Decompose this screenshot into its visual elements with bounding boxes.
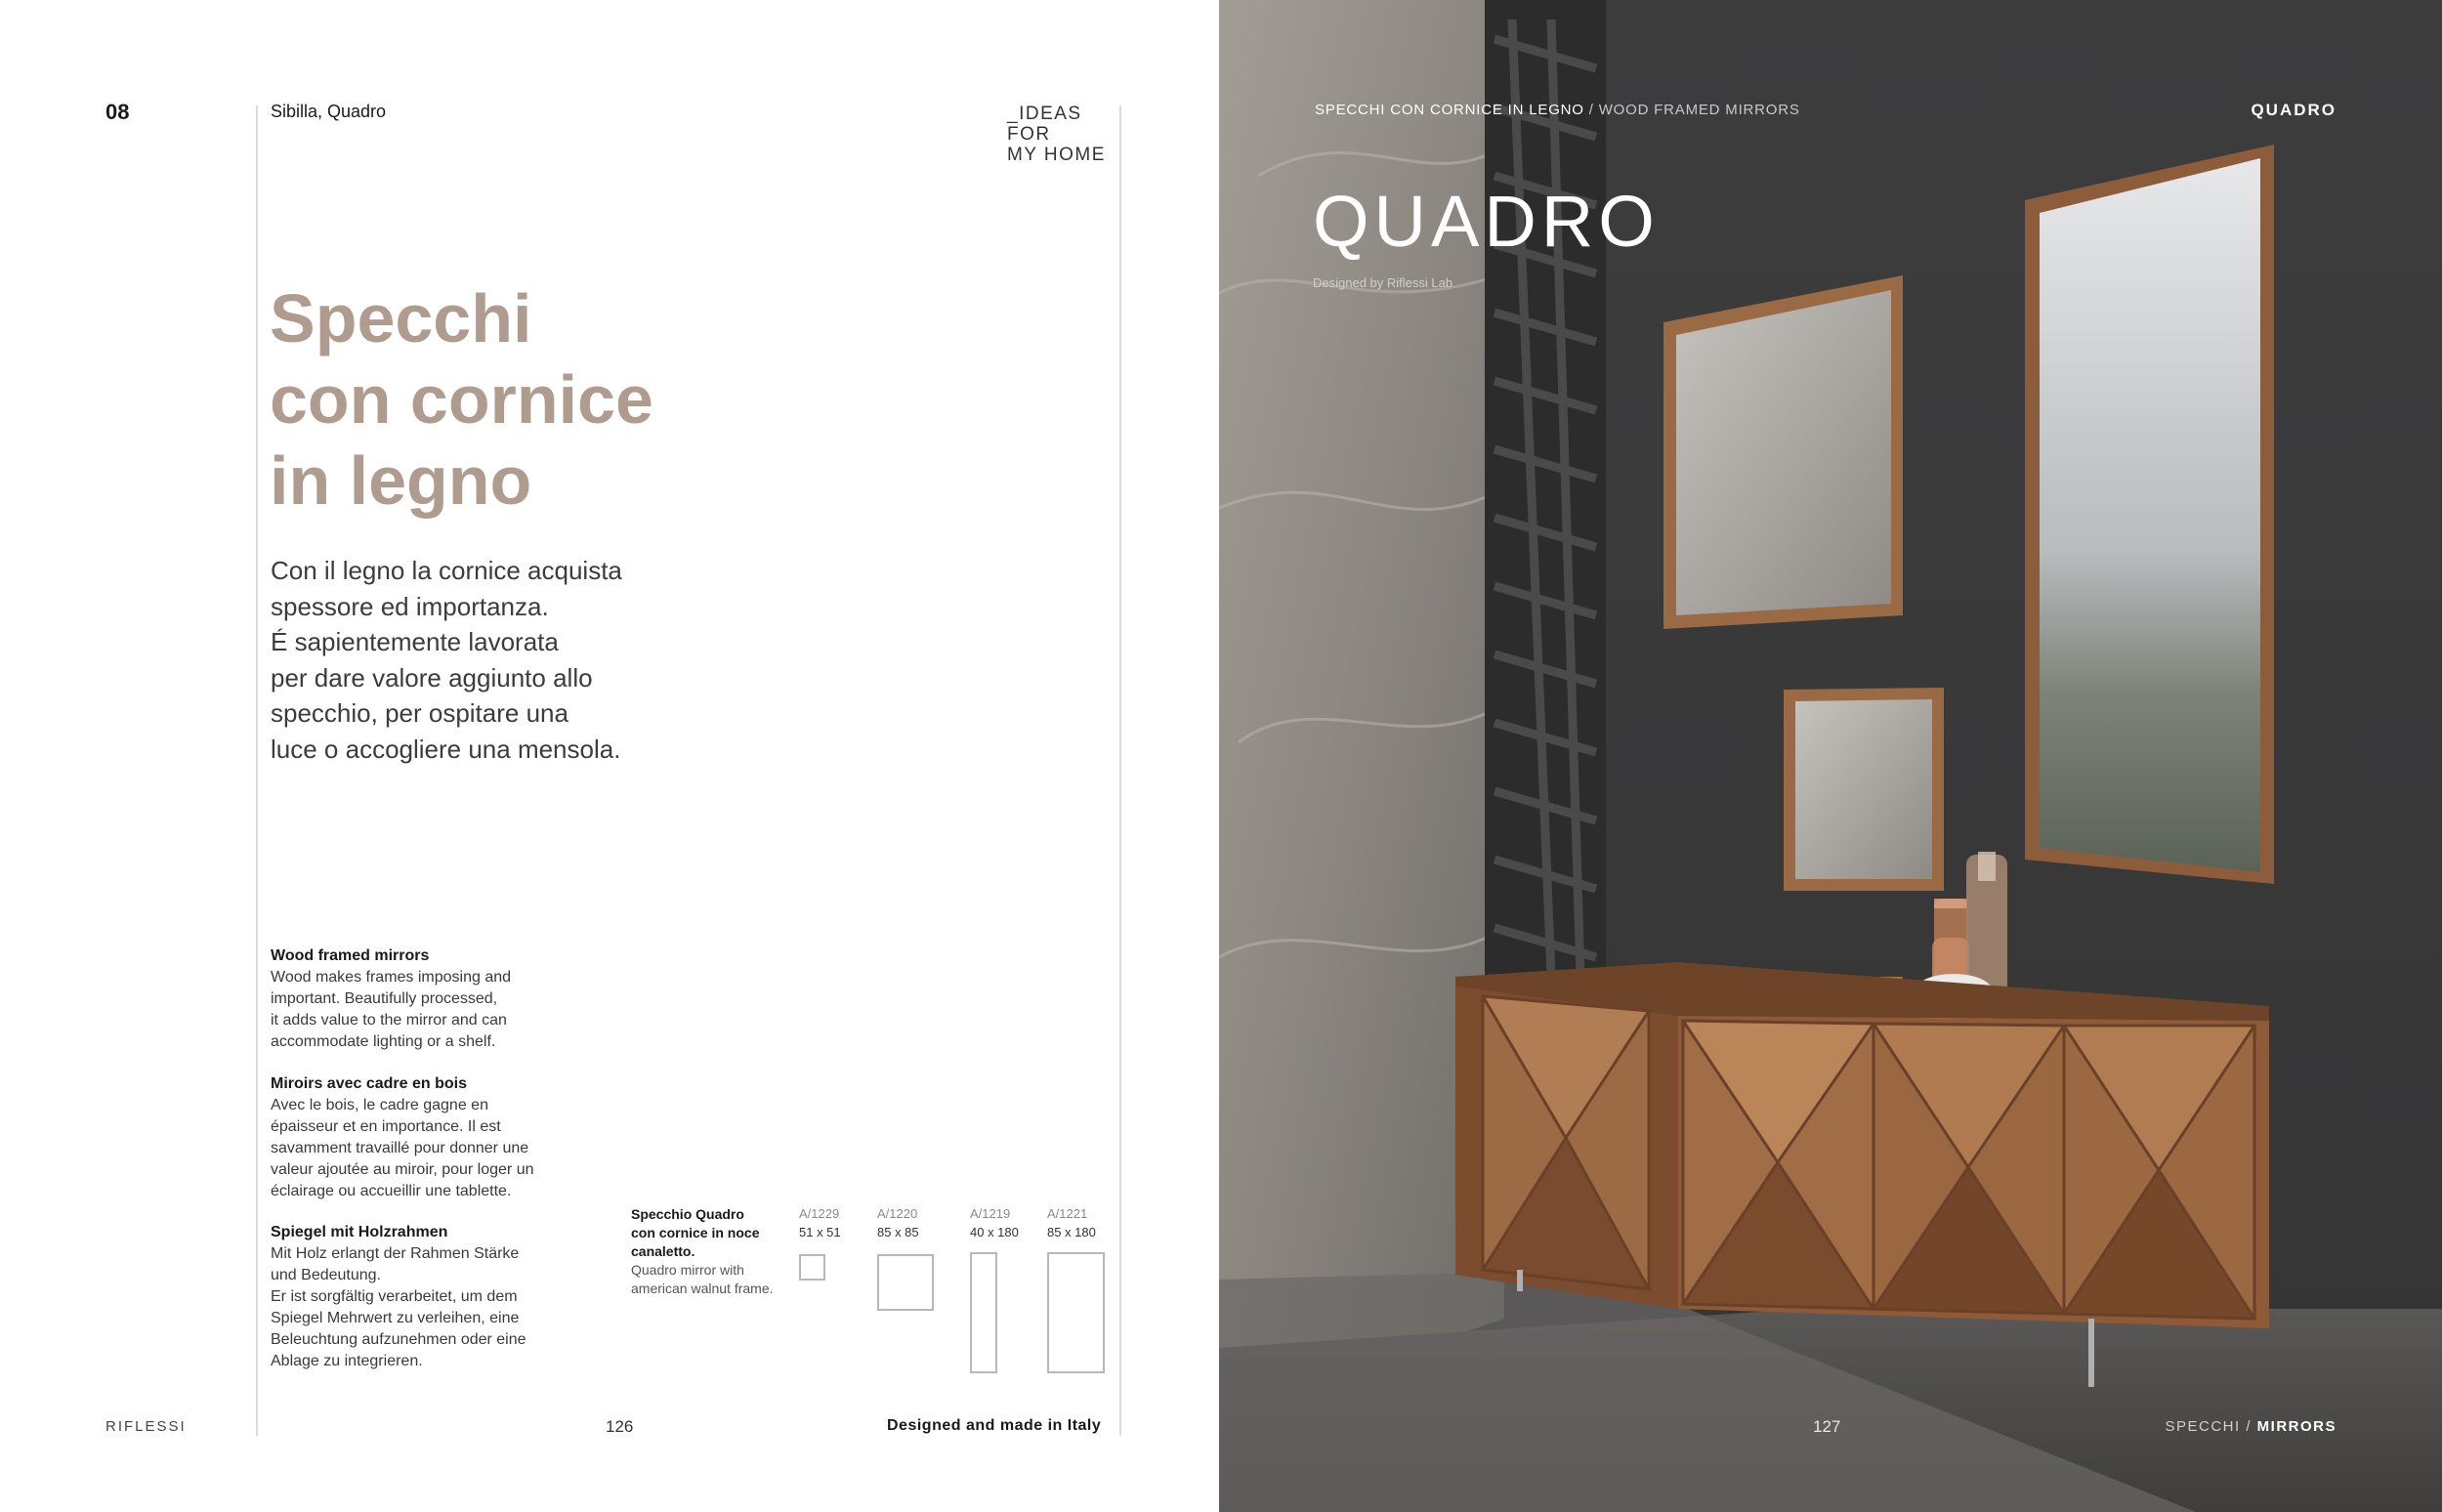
product-english-line: Quadro mirror with	[631, 1262, 744, 1278]
translation-line: Wood makes frames imposing and	[271, 969, 512, 986]
translation-english	[271, 945, 511, 1053]
translation-german	[271, 1222, 526, 1372]
headline-line: in legno	[270, 442, 532, 519]
product-title: QUADRO	[1313, 181, 1660, 262]
translation-title: Spiegel mit Holzrahmen	[271, 1224, 448, 1240]
ideas-logo-line: FOR	[1007, 124, 1051, 145]
intro-line: specchio, per ospitare una	[271, 698, 568, 728]
intro-line: luce o accogliere una mensola.	[271, 734, 621, 764]
chapter-number: 08	[105, 100, 130, 124]
translation-line: Mit Holz erlangt der Rahmen Stärke	[271, 1245, 520, 1262]
size-diagram-85x180	[1047, 1252, 1105, 1373]
footer-page-number: 126	[606, 1417, 634, 1436]
intro-line: per dare valore aggiunto allo	[271, 662, 593, 693]
designer-credit: Designed by Riflessi Lab	[1313, 275, 1453, 290]
translation-line: éclairage ou accueillir une tablette.	[271, 1183, 512, 1199]
ideas-logo-line: MY HOME	[1007, 145, 1106, 165]
ideas-logo-line: _IDEAS	[1007, 104, 1082, 124]
footer-brand: RIFLESSI	[105, 1418, 187, 1435]
translation-line: Spiegel Mehrwert zu verleihen, eine	[271, 1310, 520, 1326]
breadcrumb-translation: WOOD FRAMED MIRRORS	[1598, 102, 1800, 118]
size-diagram-51x51	[799, 1254, 825, 1281]
size-code: A/1229	[799, 1206, 840, 1221]
translation-line: épaisseur et en importance. Il est	[271, 1118, 501, 1135]
product-name-line: Specchio Quadro	[631, 1206, 744, 1222]
intro-line: spessore ed importanza.	[271, 591, 549, 621]
size-dimensions: 51 x 51	[799, 1225, 841, 1239]
footer-page-number: 127	[1813, 1417, 1841, 1436]
size-diagram-85x85	[877, 1254, 934, 1311]
size-dimensions: 40 x 180	[970, 1225, 1019, 1239]
intro-paragraph	[271, 553, 622, 767]
translation-line: important. Beautifully processed,	[271, 990, 498, 1007]
product-description	[631, 1205, 774, 1298]
product-name-label: QUADRO	[2251, 101, 2337, 119]
translation-line: savamment travaillé pour donner une	[271, 1140, 529, 1156]
headline-line: con cornice	[270, 361, 653, 438]
product-name-line: con cornice in noce	[631, 1225, 760, 1240]
footer-category	[2165, 1418, 2337, 1435]
translation-title: Miroirs avec cadre en bois	[271, 1075, 467, 1092]
size-code: A/1221	[1047, 1206, 1088, 1221]
translation-line: Beleuchtung aufzunehmen oder eine	[271, 1331, 526, 1348]
translation-line: und Bedeutung.	[271, 1267, 381, 1283]
translation-line: Ablage zu integrieren.	[271, 1353, 423, 1369]
photo-breadcrumb	[1315, 102, 1800, 118]
size-code: A/1219	[970, 1206, 1011, 1221]
size-option	[877, 1204, 919, 1241]
size-dimensions: 85 x 180	[1047, 1225, 1096, 1239]
translation-line: accommodate lighting or a shelf.	[271, 1033, 496, 1050]
margin-rule-right	[1119, 105, 1121, 1436]
intro-line: É sapientemente lavorata	[271, 627, 559, 656]
translation-line: Er ist sorgfältig verarbeitet, um dem	[271, 1288, 518, 1305]
breadcrumb: Sibilla, Quadro	[271, 102, 387, 121]
translation-line: it adds value to the mirror and can	[271, 1012, 507, 1029]
product-name-line: canaletto.	[631, 1243, 695, 1259]
footer-category-it: SPECCHI /	[2165, 1418, 2257, 1435]
size-option	[970, 1204, 1019, 1241]
size-diagram-40x180	[970, 1252, 997, 1373]
headline-line: Specchi	[270, 280, 532, 357]
intro-line: Con il legno la cornice acquista	[271, 556, 622, 585]
size-option	[1047, 1204, 1096, 1241]
headline	[270, 278, 653, 522]
size-option	[799, 1204, 841, 1241]
footer-category-en: MIRRORS	[2256, 1418, 2337, 1435]
size-dimensions: 85 x 85	[877, 1225, 919, 1239]
translation-title: Wood framed mirrors	[271, 947, 430, 964]
product-english-line: american walnut frame.	[631, 1281, 774, 1296]
breadcrumb-category: SPECCHI CON CORNICE IN LEGNO	[1315, 102, 1584, 118]
left-page	[0, 0, 1219, 1512]
footer-made-in: Designed and made in Italy	[887, 1417, 1102, 1434]
translation-french	[271, 1073, 534, 1202]
size-code: A/1220	[877, 1206, 918, 1221]
margin-rule-left	[256, 105, 258, 1436]
right-page	[1219, 0, 2442, 1512]
translation-line: valeur ajoutée au miroir, pour loger un	[271, 1161, 534, 1178]
ideas-logo	[1007, 104, 1106, 165]
breadcrumb-separator: /	[1583, 102, 1599, 118]
translation-line: Avec le bois, le cadre gagne en	[271, 1097, 488, 1113]
